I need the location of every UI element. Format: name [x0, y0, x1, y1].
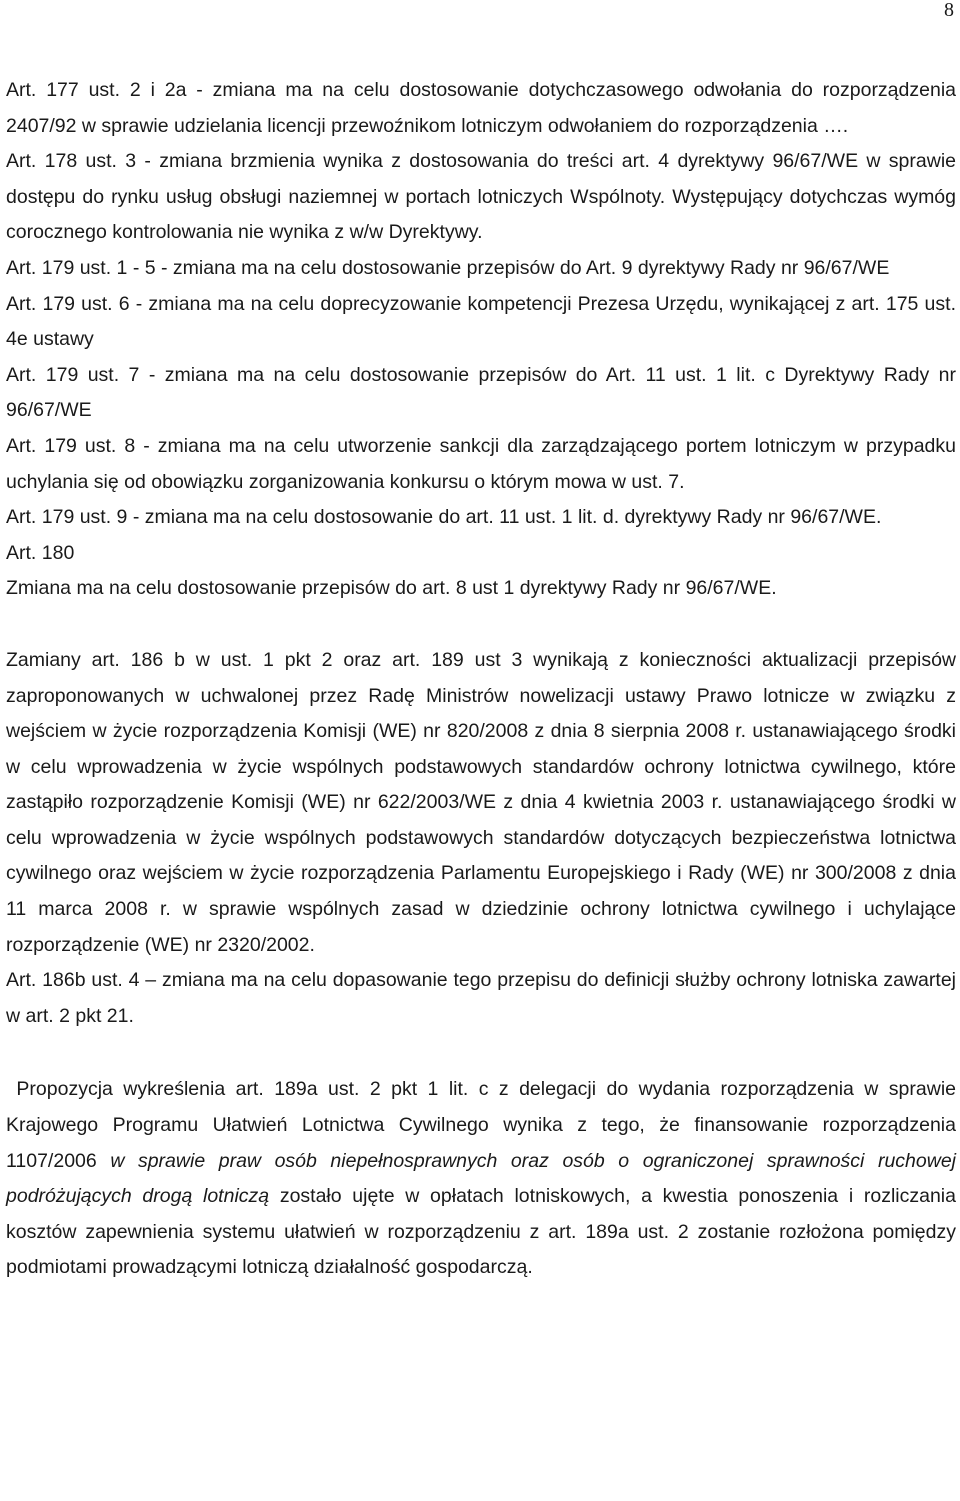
- paragraph-189a-part-1: Propozycja wykreślenia art. 189a ust. 2 pkt 1 lit. c z delegacji do wydania rozporządzenia w sprawie Krajowego Programu Ułatwień Lotnictwa Cywilnego wynika z tego, że finansowanie rozporządzenia 1107/2006: [6, 1078, 956, 1172]
- paragraph-art-179-6: Art. 179 ust. 6 - zmiana ma na celu doprecyzowanie kompetencji Prezesa Urzędu, wynikającej z art. 175 ust. 4e ustawy: [6, 292, 956, 351]
- paragraph-art-179-7: Art. 179 ust. 7 - zmiana ma na celu dostosowanie przepisów do Art. 11 ust. 1 lit. c Dyrektywy Rady nr 96/67/WE: [6, 363, 956, 422]
- paragraph-189a-italic-title: w sprawie praw osób niepełnosprawnych oraz osób o ograniczonej sprawności ruchowej podróżujących drogą lotniczą: [6, 1149, 957, 1208]
- paragraph-art-178: Art. 178 ust. 3 - zmiana brzmienia wynika z dostosowania do treści art. 4 dyrektywy 96/67/WE w sprawie dostępu do rynku usług obsługi naziemnej w portach lotniczych Wspólnoty. Występujący dotychczas wymóg corocznego kontrolowania nie wynika z w/w Dyrektywy.: [6, 150, 956, 244]
- paragraph-propozycja-189a: [6, 1072, 956, 1286]
- paragraph-art-179-9: Art. 179 ust. 9 - zmiana ma na celu dostosowanie do art. 11 ust. 1 lit. d. dyrektywy Rady nr 96/67/WE.: [6, 506, 882, 529]
- page-number: 8: [944, 0, 954, 21]
- paragraph-art-177: Art. 177 ust. 2 i 2a - zmiana ma na celu dostosowanie dotychczasowego odwołania do rozporządzenia 2407/92 w sprawie udzielania licencji przewoźnikom lotniczym odwołaniem do rozporządzenia ….: [6, 79, 956, 137]
- paragraph-189a-part-2: zostało ujęte w opłatach lotniskowych, a kwestia ponoszenia i rozliczania kosztów zapewnienia systemu ułatwień w rozporządzeniu z art. 189a ust. 2 zostanie rozłożona pomiędzy podmiotami prowadzącymi lotniczą działalność gospodarczą.: [6, 1185, 956, 1279]
- paragraph-art-179-8: Art. 179 ust. 8 - zmiana ma na celu utworzenie sankcji dla zarządzającego portem lotniczym w przypadku uchylania się od obowiązku zorganizowania konkursu o którym mowa w ust. 7.: [6, 434, 956, 493]
- heading-art-180: Art. 180: [6, 541, 75, 564]
- paragraph-art-179-1-5: Art. 179 ust. 1 - 5 - zmiana ma na celu dostosowanie przepisów do Art. 9 dyrektywy Rady nr 96/67/WE: [6, 256, 890, 279]
- document-body: [6, 73, 956, 1286]
- indent-space: [6, 1078, 16, 1100]
- paragraph-art-180: Zmiana ma na celu dostosowanie przepisów do art. 8 ust 1 dyrektywy Rady nr 96/67/WE.: [6, 577, 777, 600]
- paragraph-zmiany-186b-189: Zamiany art. 186 b w ust. 1 pkt 2 oraz art. 189 ust 3 wynikają z konieczności aktualizacji przepisów zaproponowanych w uchwalonej przez Radę Ministrów nowelizacji ustawy Prawo lotnicze w związku z wejściem w życie rozporządzenia Komisji (WE) nr 820/2008 z dnia 8 sierpnia 2008 r. ustanawiającego środki w celu wprowadzenia w życie wspólnych podstawowych standardów ochrony lotnictwa cywilnego, które zastąpiło rozporządzenie Komisji (WE) nr 622/2003/WE z dnia 4 kwietnia 2003 r. ustanawiającego środki w celu wprowadzenia w życie wspólnych podstawowych standardów dotyczących bezpieczeństwa lotnictwa cywilnego oraz wejściem w życie rozporządzenia Parlamentu Europejskiego i Rady (WE) nr 300/2008 z dnia 11 marca 2008 r. w sprawie wspólnych zasad w dziedzinie ochrony lotnictwa cywilnego i uchylające rozporządzenie (WE) nr 2320/2002.: [6, 648, 956, 956]
- paragraph-art-186b-4: Art. 186b ust. 4 – zmiana ma na celu dopasowanie tego przepisu do definicji służby ochrony lotniska zawartej w art. 2 pkt 21.: [6, 969, 956, 1027]
